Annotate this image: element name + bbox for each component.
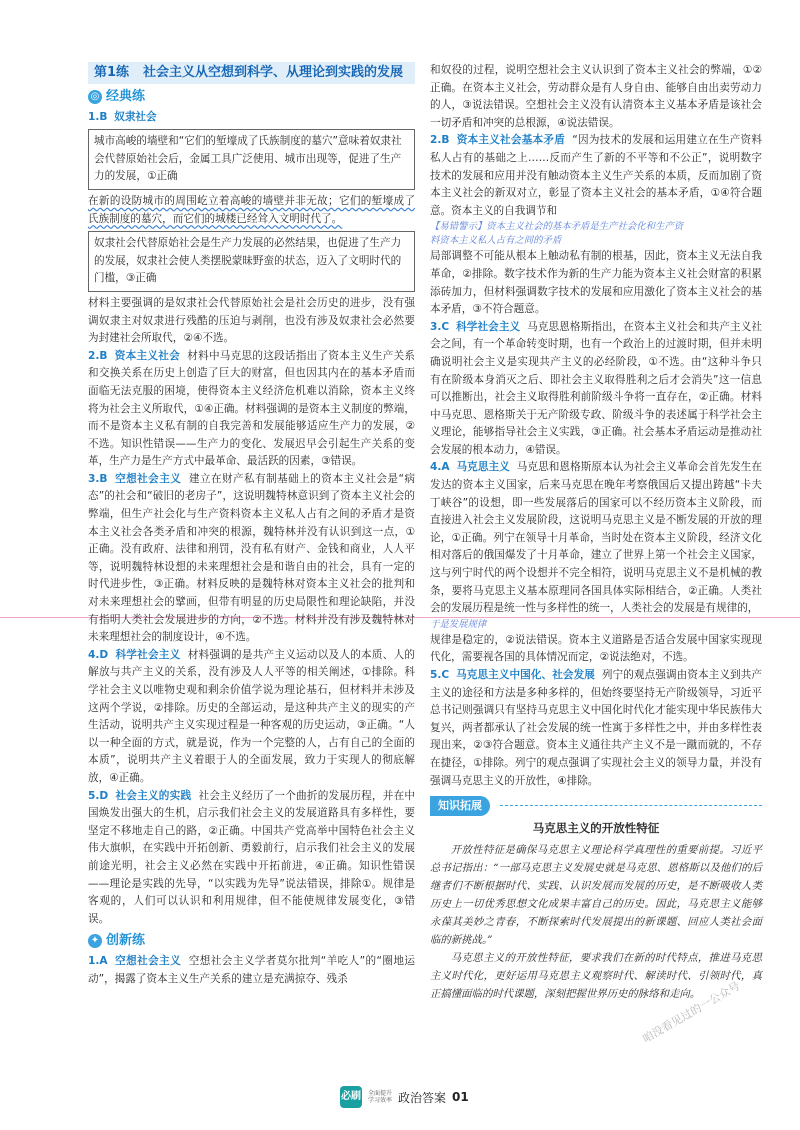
answer-text: 社会主义经历了一个曲折的发展历程，并在中国焕发出强大的生机，启示我们社会主义的发展道路具有多样性，要坚定不移地走自己的路，②正确。中国共产党高举中国特色社会主义伟大旗帜，在实践中开拓创新、勇毅前行，启示我们社会主义的发展前途光明，社会主义必然在实践中开拓前进，④正确。知识性错误——理论是实践的先导，“以实践为先导”说法错误，排除①。规律是客观的，人们可以认识和利用规律，但不能使规律发展变化，③错误。	[88, 789, 416, 925]
answer-text: 马克思恩格斯指出，在资本主义社会和共产主义社会之间，有一个革命转变时期，也有一个政治上的过渡时期，但并未明确说明社会主义是实现共产主义的必经阶段，①不选。由“这种斗争只有在阶级本身消灭之后、即社会主义取得胜利之后才会消失”这一信息可以推断出，社会主义取得胜利前阶级斗争将一直存在，②正确。材料中马克思、恩格斯关于无产阶级专政、阶级斗争的表述属于科学社会主义理论，能够指导社会主义实践，③正确。社会基本矛盾运动是推动社会发展的根本动力，④错误。	[430, 320, 763, 456]
knowledge-extension-header	[430, 796, 762, 816]
answer-item	[88, 471, 415, 647]
section-classic-label: 经典练	[106, 89, 146, 104]
answer-keyword: 马克思主义	[456, 461, 510, 474]
answer-item	[88, 348, 415, 471]
answer-item	[88, 109, 415, 127]
handwritten-note: 于是发展规律	[430, 618, 487, 630]
handwritten-note: 【易错警示】资本主义社会的基本矛盾是生产社会化和生产资	[430, 221, 684, 233]
answer-label: 1.B	[88, 110, 108, 123]
answer-keyword: 奴隶社会	[114, 110, 157, 123]
answer-text: 马克思和恩格斯原本认为社会主义革命会首先发生在发达的资本主义国家，后来马克思在晚年考察俄国后又提出跨越“卡夫丁峡谷”的设想，即一些发展落后的国家可以不经历资本主义阶段，而直接进入社会主义发展阶段，这说明马克思主义是不断发展的开放的理论，①正确。列宁在领导十月革命，当时处在资本主义阶段，经济文化相对落后的俄国爆发了十月革命，建立了世界上第一个社会主义国家，这与列宁时代的两个设想并不完全相符，说明马克思主义不是机械的教条，要将马克思主义基本原理同各国具体实际相结合，②正确。人类社会的发展历程是统一性与多样性的统一，人类社会的发展是有规律的，	[430, 461, 762, 615]
answer-item	[430, 132, 762, 220]
knowledge-extension-tag: 知识拓展	[430, 796, 490, 816]
answer-text: 材料中马克思的这段话指出了资本主义生产关系和交换关系在历史上创造了巨大的财富，但也因其内在的基本矛盾而面临无法克服的困境，使得资本主义经济危机难以消除，资本主义终将为社会主义所取代，①④正确。材料强调的是资本主义制度的弊端，而不是资本主义私有制的自我完善和发展能够适应生产力的发展，②不选。知识性错误——生产力的变化、发展迟早会引起生产关系的变革，生产力是生产方式中最革命、最活跃的因素，③错误。	[88, 349, 416, 468]
answer-text: “因为技术的发展和运用建立在生产资料私人占有的基础之上……反而产生了新的不平等和不公正”，说明数字技术的发展和应用并没有触动资本主义生产关系的本质，反而加剧了资本主义社会的新双对立，彰显了资本主义社会的基本矛盾，①④符合题意。资本主义的自我调节和	[430, 134, 762, 217]
answer-label: 5.D	[88, 789, 109, 802]
section-innovation-heading	[88, 932, 415, 950]
answer-keyword: 社会主义的实践	[115, 789, 192, 802]
knowledge-extension-body: 马克思主义的开放性特征，要求我们在新的时代特点，推进马克思主义时代化，更好运用马克思主义观察时代、解读时代、引领时代，真正搞懂面临的时代课题，深刻把握世界历史的脉络和走向。	[430, 952, 762, 1001]
footer-slogan-line: 全面提升	[368, 1090, 393, 1097]
answer-text: 和奴役的过程，说明空想社会主义认识到了资本主义社会的弊端，①②正确。在资本主义社会，劳动群众是有人身自由、能够自由出卖劳动力的人，③说法错误。空想社会主义没有认清资本主义基本矛盾是该社会一切矛盾和冲突的总根源，④说法错误。	[430, 64, 762, 129]
answer-keyword: 空想社会主义	[115, 954, 182, 967]
lightbulb-icon: ✦	[88, 934, 102, 948]
target-icon: ◎	[88, 90, 102, 104]
answer-keyword: 马克思主义中国化、社会发展	[456, 669, 595, 681]
answer-label: 2.B	[88, 349, 108, 362]
answer-keyword: 资本主义社会	[114, 349, 180, 362]
page-footer	[340, 1086, 469, 1108]
lesson-title: 社会主义从空想到科学、从理论到实践的发展	[143, 65, 404, 80]
lesson-title-bar	[88, 62, 415, 84]
watermark-text: 咱没看见过的一公众号	[640, 979, 743, 1046]
answer-text: 列宁的观点强调由资本主义到共产主义的途径和方法是多种多样的，但始终要坚持无产阶级领导，习近平总书记则强调只有坚持马克思主义中国化时代化才能实现中华民族伟大复兴，两者都承认了社会发展的统一性寓于多样性之中，并由多样性表现出来，②③符合题意。资本主义通往共产主义不是一蹴而就的，不存在捷径，①排除。列宁的观点强调了实现社会主义的领导力量，并没有强调马克思主义的开放性，④排除。	[430, 669, 763, 787]
wavy-quote: 在新的设防城市的周围屹立着高峻的墙壁并非无故；它们的堑壕成了氏族制度的墓穴，而它们的城楼已经耸入文明时代了。	[88, 194, 415, 225]
answer-text: 材料强调的是共产主义运动以及人的本质、人的解放与共产主义的关系，没有涉及人人平等的相关阐述，①排除。科学社会主义以唯物史观和剩余价值学说为理论基石，但材料并未涉及这两个学说，②排除。历史的全部运动，是这种共产主义的现实的产生活动，说明共产主义实现过程是一种客观的历史运动，③正确。“人以一种全面的方式，就是说，作为一个完整的人，占有自己的全面的本质”，说明共产主义着眼于人的全面发展，致力于实现人的彻底解放，④正确。	[88, 648, 415, 784]
answer-keyword: 科学社会主义	[115, 648, 181, 661]
answer-label: 4.D	[88, 648, 109, 661]
answer-text: 空想社会主义学者莫尔批判“羊吃人”的“圈地运动”，揭露了资本主义生产关系的建立是充满掠夺、残杀	[88, 954, 415, 985]
handwritten-note: 料资本主义私人占有之间的矛盾	[430, 235, 562, 247]
answer-item	[88, 788, 415, 929]
answer-label: 1.A	[88, 954, 108, 967]
section-classic-heading	[88, 88, 415, 106]
section-innovation-label: 创新练	[106, 933, 146, 949]
answer-item	[430, 319, 762, 460]
left-column	[88, 62, 415, 988]
answer-item	[430, 459, 762, 617]
boxed-passage: 奴隶社会代替原始社会是生产力发展的必然结果，也促进了生产力的发展，奴隶社会使人类摆脱蒙昧野蛮的状态，迈入了文明时代的门槛，③正确	[88, 231, 415, 292]
answer-keyword: 空想社会主义	[115, 472, 182, 485]
answer-text: 规律是稳定的，②说法错误。资本主义道路是否适合发展中国家实现现代化，需要视各国的具体情况而定，②说法绝对，不选。	[430, 633, 762, 664]
dashed-divider	[500, 805, 762, 806]
answer-keyword: 资本主义社会基本矛盾	[456, 134, 566, 147]
knowledge-extension-body: 开放性特征是确保马克思主义理论科学真理性的重要前提。习近平总书记指出：“一部马克思主义发展史就是马克思、恩格斯以及他们的后继者们不断根据时代、实践、认识发展而发展的历史，是不断吸收人类历史上一切优秀思想文化成果丰富自己的历史。因此，马克思主义能够永葆其美妙之青春，不断探索时代发展提出的新课题、回应人类社会面临的新挑战。”	[430, 844, 762, 947]
brand-logo-icon: 必刷	[340, 1086, 362, 1108]
answer-text: 局部调整不可能从根本上触动私有制的根基，因此，资本主义无法自我革命，②排除。数字技术作为新的生产力能为资本主义社会财富的积累添砖加力，但材料强调数字技术的发展和应用激化了资本主义社会的基本矛盾，③不符合题意。	[430, 250, 762, 316]
answer-label: 2.B	[430, 134, 450, 147]
answer-item	[88, 647, 415, 788]
lesson-number: 第1练	[94, 65, 130, 80]
knowledge-extension-title: 马克思主义的开放性特征	[532, 820, 660, 835]
answer-text: 材料主要强调的是奴隶社会代替原始社会是社会历史的进步，没有强调奴隶主对奴隶进行残酷的压迫与剥削，也没有涉及奴隶社会必然要为封建社会所取代，②④不选。	[88, 296, 415, 345]
page-number: 01	[452, 1090, 469, 1104]
footer-slogan	[368, 1090, 392, 1104]
right-column	[430, 62, 762, 1003]
answer-label: 4.A	[430, 461, 450, 474]
footer-label: 政治答案	[398, 1090, 447, 1105]
answer-item	[88, 953, 415, 988]
answer-text: 建立在财产私有制基础上的资本主义社会是“病态”的社会和“破旧的老房子”，这说明魏特林意识到了资本主义社会的弊端，但生产社会化与生产资料资本主义私人占有之间的矛盾才是资本主义社会各类矛盾和冲突的根源，魏特林并没有认识到这一点，①正确。没有政府、法律和刑罚，没有私有财产、金钱和商业，人人平等，说明魏特林设想的未来理想社会是和谐自由的社会，具有一定的时代进步性，③正确。材料反映的是魏特林对资本主义社会的批判和对未来理想社会的擘画，但带有明显的历史局限性和理论缺陷，并没有指明人类社会发展进步的方向，②不选。材料并没有涉及魏特林对未来理想社会的制度设计，④不选。	[88, 472, 415, 644]
answer-label: 3.B	[88, 472, 108, 485]
answer-label: 3.C	[430, 320, 450, 333]
answer-keyword: 科学社会主义	[456, 320, 521, 333]
boxed-passage: 城市高峻的墙壁和“它们的堑壕成了氏族制度的墓穴”意味着奴隶社会代替原始社会后，金属工具广泛使用、城市出现等，促进了生产力的发展，①正确	[88, 129, 415, 190]
footer-slogan-line: 学习效率	[368, 1097, 393, 1104]
answer-label: 5.C	[430, 669, 450, 681]
answer-item	[430, 667, 762, 790]
